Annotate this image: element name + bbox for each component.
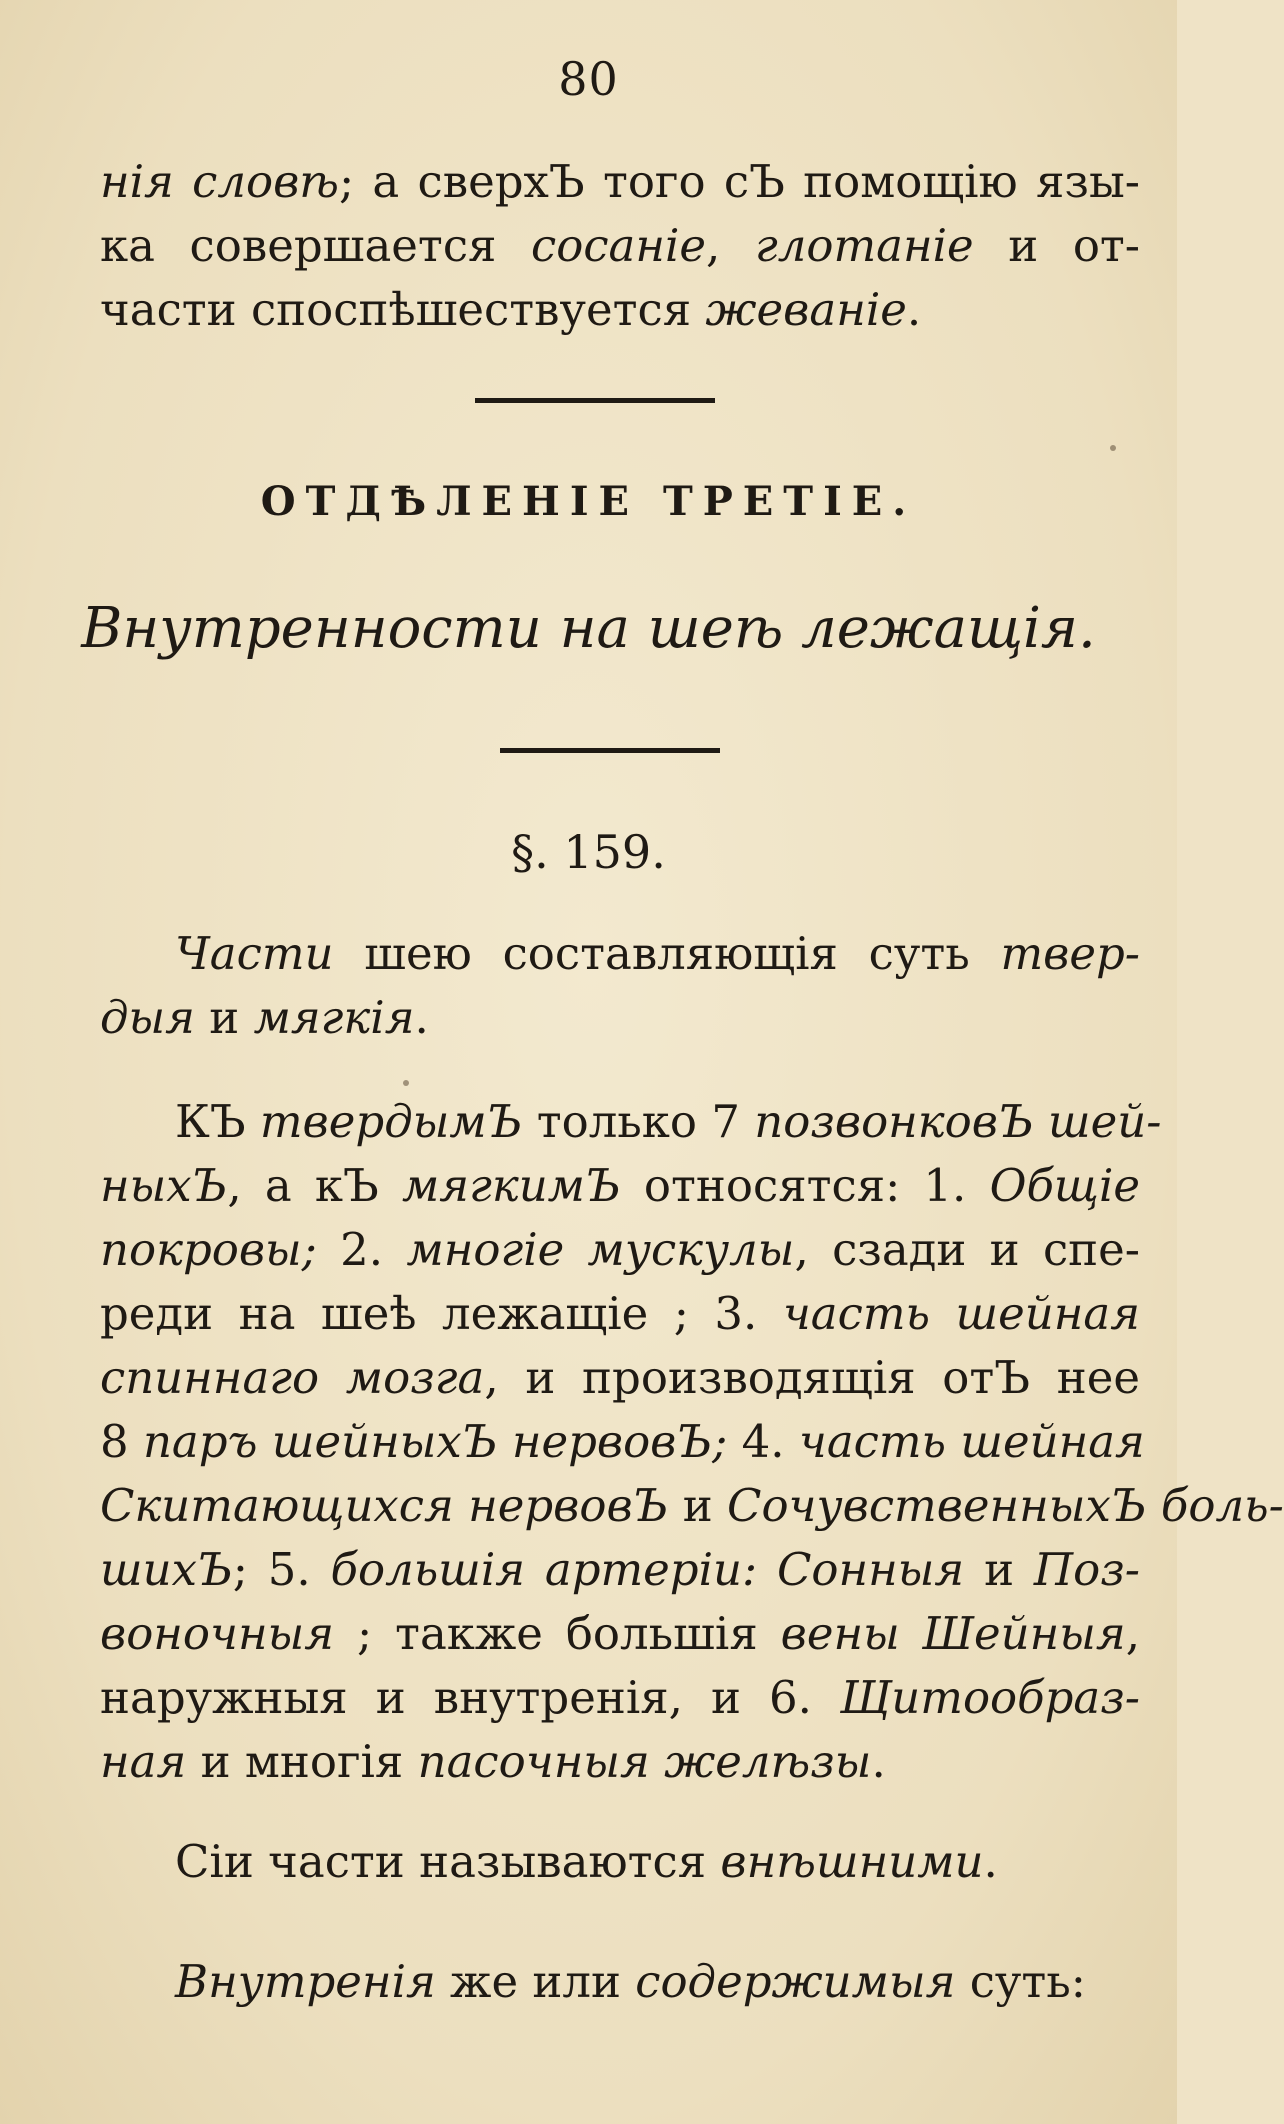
text-segment: ; 5. [232, 1543, 331, 1596]
text-segment: и [964, 1543, 1034, 1596]
italic-text-segment: покровы; [100, 1223, 317, 1276]
text-line [100, 922, 1140, 986]
text-segment: 4. [727, 1415, 799, 1468]
italic-text-segment: Щитообраз- [839, 1671, 1140, 1724]
text-segment: относятся: 1. [620, 1159, 990, 1212]
text-segment: , сзади и спе- [794, 1223, 1141, 1276]
italic-text-segment: дыя [100, 991, 195, 1044]
paragraph-2 [100, 1090, 1284, 1794]
italic-text-segment: Внутренія [175, 1955, 436, 2008]
text-segment: . [871, 1735, 886, 1788]
italic-text-segment: Части [175, 927, 334, 980]
text-segment: , [706, 219, 755, 272]
paper-speck [1110, 445, 1116, 451]
italic-text-segment: сосаніе [531, 219, 707, 272]
text-segment: , [1125, 1607, 1140, 1660]
text-segment: 8 [100, 1415, 143, 1468]
italic-text-segment: мягкія [253, 991, 415, 1044]
text-line [100, 1090, 1162, 1154]
text-segment: и [668, 1479, 728, 1532]
paragraph-1 [100, 922, 1140, 1050]
top-divider-rule [475, 398, 715, 403]
text-line [100, 1154, 1140, 1218]
text-segment: . [983, 1835, 998, 1888]
italic-text-segment: большія артеріи: Сонныя [330, 1543, 965, 1596]
text-segment: ; также большія [334, 1607, 781, 1660]
text-segment: , а кЪ [227, 1159, 402, 1212]
paragraph-number: §. 159. [511, 825, 666, 879]
paragraph-4 [100, 1950, 1140, 2014]
italic-text-segment: нія словѣ [100, 155, 339, 208]
paragraph-3 [100, 1830, 1140, 1894]
text-line [100, 1218, 1140, 1282]
italic-text-segment: твер- [1000, 927, 1140, 980]
text-segment: и от- [973, 219, 1141, 272]
text-segment: же или [435, 1955, 636, 2008]
section-heading: ОТДѢЛЕНІЕ ТРЕТІЕ. [260, 478, 917, 525]
text-line [100, 1282, 1140, 1346]
text-segment: ; а сверхЪ того сЪ помощію язы- [338, 155, 1140, 208]
italic-text-segment: вены Шейныя [780, 1607, 1126, 1660]
italic-text-segment: пасочныя желѣзы [417, 1735, 872, 1788]
text-segment: шею составляющія суть [333, 927, 1001, 980]
text-line [100, 214, 1140, 278]
text-line [100, 1474, 1284, 1538]
text-line [100, 1730, 1140, 1794]
italic-text-segment: твердымЪ [259, 1095, 523, 1148]
section-title: Внутренности на шеѣ лежащія. [81, 596, 1096, 661]
italic-text-segment: Общіе [989, 1159, 1140, 1212]
text-segment: реди на шеѣ лежащіе ; 3. [100, 1287, 783, 1340]
text-line [100, 1346, 1140, 1410]
page-number: 80 [558, 52, 619, 106]
text-segment: части споспѣшествуется [100, 283, 706, 336]
italic-text-segment: часть шейная [782, 1287, 1140, 1340]
italic-text-segment: паръ шейныхЪ нервовЪ; [142, 1415, 728, 1468]
italic-text-segment: шихЪ [100, 1543, 233, 1596]
italic-text-segment: внѣшними [720, 1835, 984, 1888]
italic-text-segment: жеваніе [705, 283, 907, 336]
italic-text-segment: ныхЪ [100, 1159, 228, 1212]
italic-text-segment: спиннаго мозга [100, 1351, 485, 1404]
text-line [100, 986, 1140, 1050]
text-segment: 2. [316, 1223, 407, 1276]
text-line [100, 1538, 1140, 1602]
text-line [100, 278, 1140, 342]
text-segment: Сіи части называются [175, 1835, 721, 1888]
italic-text-segment: Скитающихся нервовЪ [100, 1479, 669, 1532]
italic-text-segment: Поз- [1033, 1543, 1140, 1596]
text-segment: и [194, 991, 254, 1044]
text-line [100, 1666, 1140, 1730]
paper-speck [403, 1080, 409, 1086]
italic-text-segment: содержимыя [635, 1955, 956, 2008]
text-segment: только 7 [522, 1095, 755, 1148]
italic-text-segment: часть шейная [798, 1415, 1145, 1468]
text-segment: наружныя и внутренія, и 6. [100, 1671, 840, 1724]
italic-text-segment: мягкимЪ [401, 1159, 621, 1212]
text-segment: . [414, 991, 429, 1044]
top-paragraph [100, 150, 1140, 342]
text-line [100, 1410, 1145, 1474]
italic-text-segment: глотаніе [754, 219, 974, 272]
italic-text-segment: СочувственныхЪ боль- [727, 1479, 1284, 1532]
text-line [100, 1950, 1140, 2014]
text-segment: и многія [186, 1735, 418, 1788]
italic-text-segment: воночныя [100, 1607, 335, 1660]
text-line [100, 1830, 1140, 1894]
text-segment: . [906, 283, 922, 336]
italic-text-segment: ная [100, 1735, 187, 1788]
text-line [100, 150, 1140, 214]
text-segment: суть: [955, 1955, 1086, 2008]
title-divider-rule [500, 748, 720, 753]
text-line [100, 1602, 1140, 1666]
italic-text-segment: позвонковЪ шей- [754, 1095, 1162, 1148]
italic-text-segment: многіе мускулы [406, 1223, 795, 1276]
text-segment: КЪ [175, 1095, 260, 1148]
text-segment: ка совершается [100, 219, 532, 272]
text-segment: , и производящія отЪ нее [484, 1351, 1140, 1404]
